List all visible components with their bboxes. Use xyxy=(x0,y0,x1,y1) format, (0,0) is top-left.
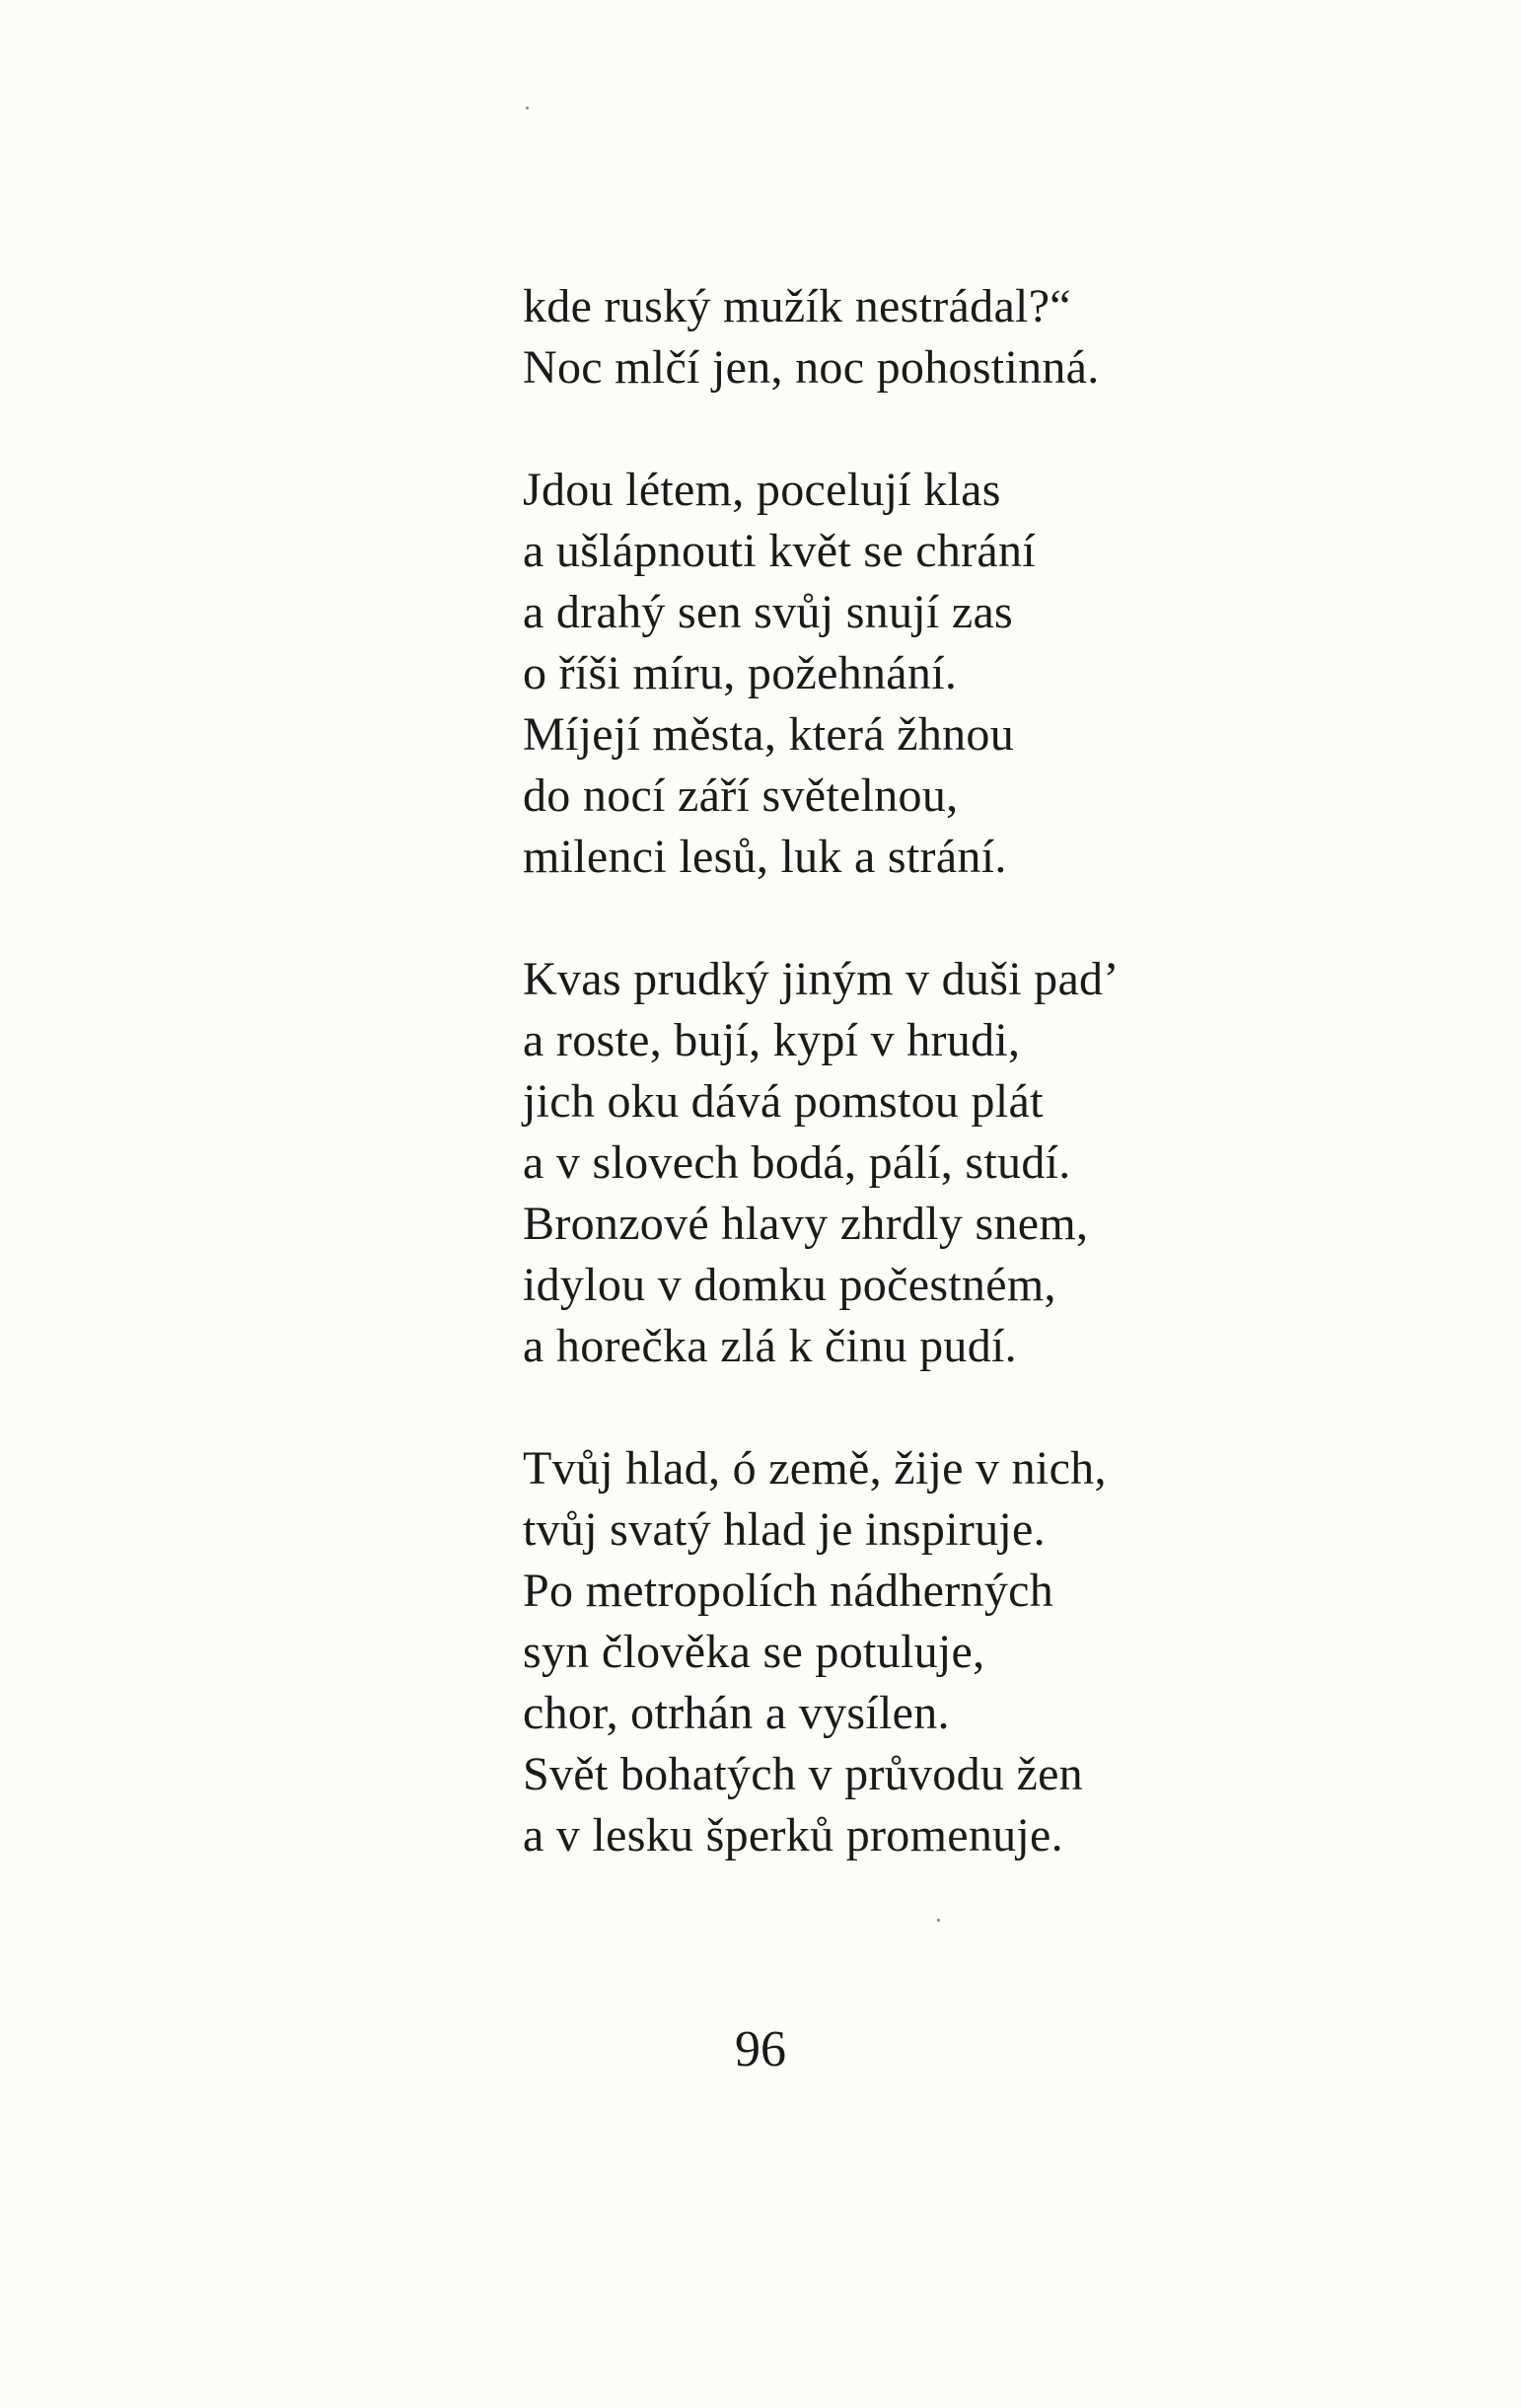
stanza-3 xyxy=(523,949,1489,1377)
poem-line: a v slovech bodá, pálí, studí. xyxy=(523,1136,1071,1189)
poem-line: Kvas prudký jiným v duši pad’ xyxy=(523,953,1120,1005)
poem-line: a ušlápnouti květ se chrání xyxy=(523,525,1036,577)
poem-line: do nocí září světelnou, xyxy=(523,769,959,822)
poem-line: Míjejí města, která žhnou xyxy=(523,708,1015,761)
poem-line: milenci lesů, luk a strání. xyxy=(523,831,1007,883)
poem-line: jich oku dává pomstou plát xyxy=(523,1075,1044,1128)
poem-line: Jdou létem, pocelují klas xyxy=(523,464,1001,516)
poem-line: Noc mlčí jen, noc pohostinná. xyxy=(523,341,1100,394)
poem-line: Tvůj hlad, ó země, žije v nich, xyxy=(523,1442,1107,1495)
poem-line: a roste, bují, kypí v hrudi, xyxy=(523,1014,1021,1066)
poem-line: Bronzové hlavy zhrdly snem, xyxy=(523,1198,1089,1250)
paper-speck xyxy=(937,1919,940,1922)
paper-speck xyxy=(526,107,529,109)
poem xyxy=(523,276,1489,1866)
stanza-4 xyxy=(523,1438,1489,1866)
poem-line: idylou v domku počestném, xyxy=(523,1259,1056,1311)
poem-line: chor, otrhán a vysílen. xyxy=(523,1687,950,1739)
poem-line: a drahý sen svůj snují zas xyxy=(523,586,1014,638)
poem-line: kde ruský mužík nestrádal?“ xyxy=(523,280,1071,332)
poem-line: a horečka zlá k činu pudí. xyxy=(523,1320,1017,1372)
poem-line: syn člověka se potuluje, xyxy=(523,1626,985,1678)
poem-line: Svět bohatých v průvodu žen xyxy=(523,1748,1083,1800)
poem-line: Po metropolích nádherných xyxy=(523,1565,1054,1617)
stanza-1 xyxy=(523,276,1489,399)
poem-line: a v lesku šperků promenuje. xyxy=(523,1809,1063,1861)
poem-line: o říši míru, požehnání. xyxy=(523,647,958,699)
poem-line: tvůj svatý hlad je inspiruje. xyxy=(523,1503,1046,1556)
page-number: 96 xyxy=(735,2021,786,2078)
stanza-2 xyxy=(523,460,1489,888)
